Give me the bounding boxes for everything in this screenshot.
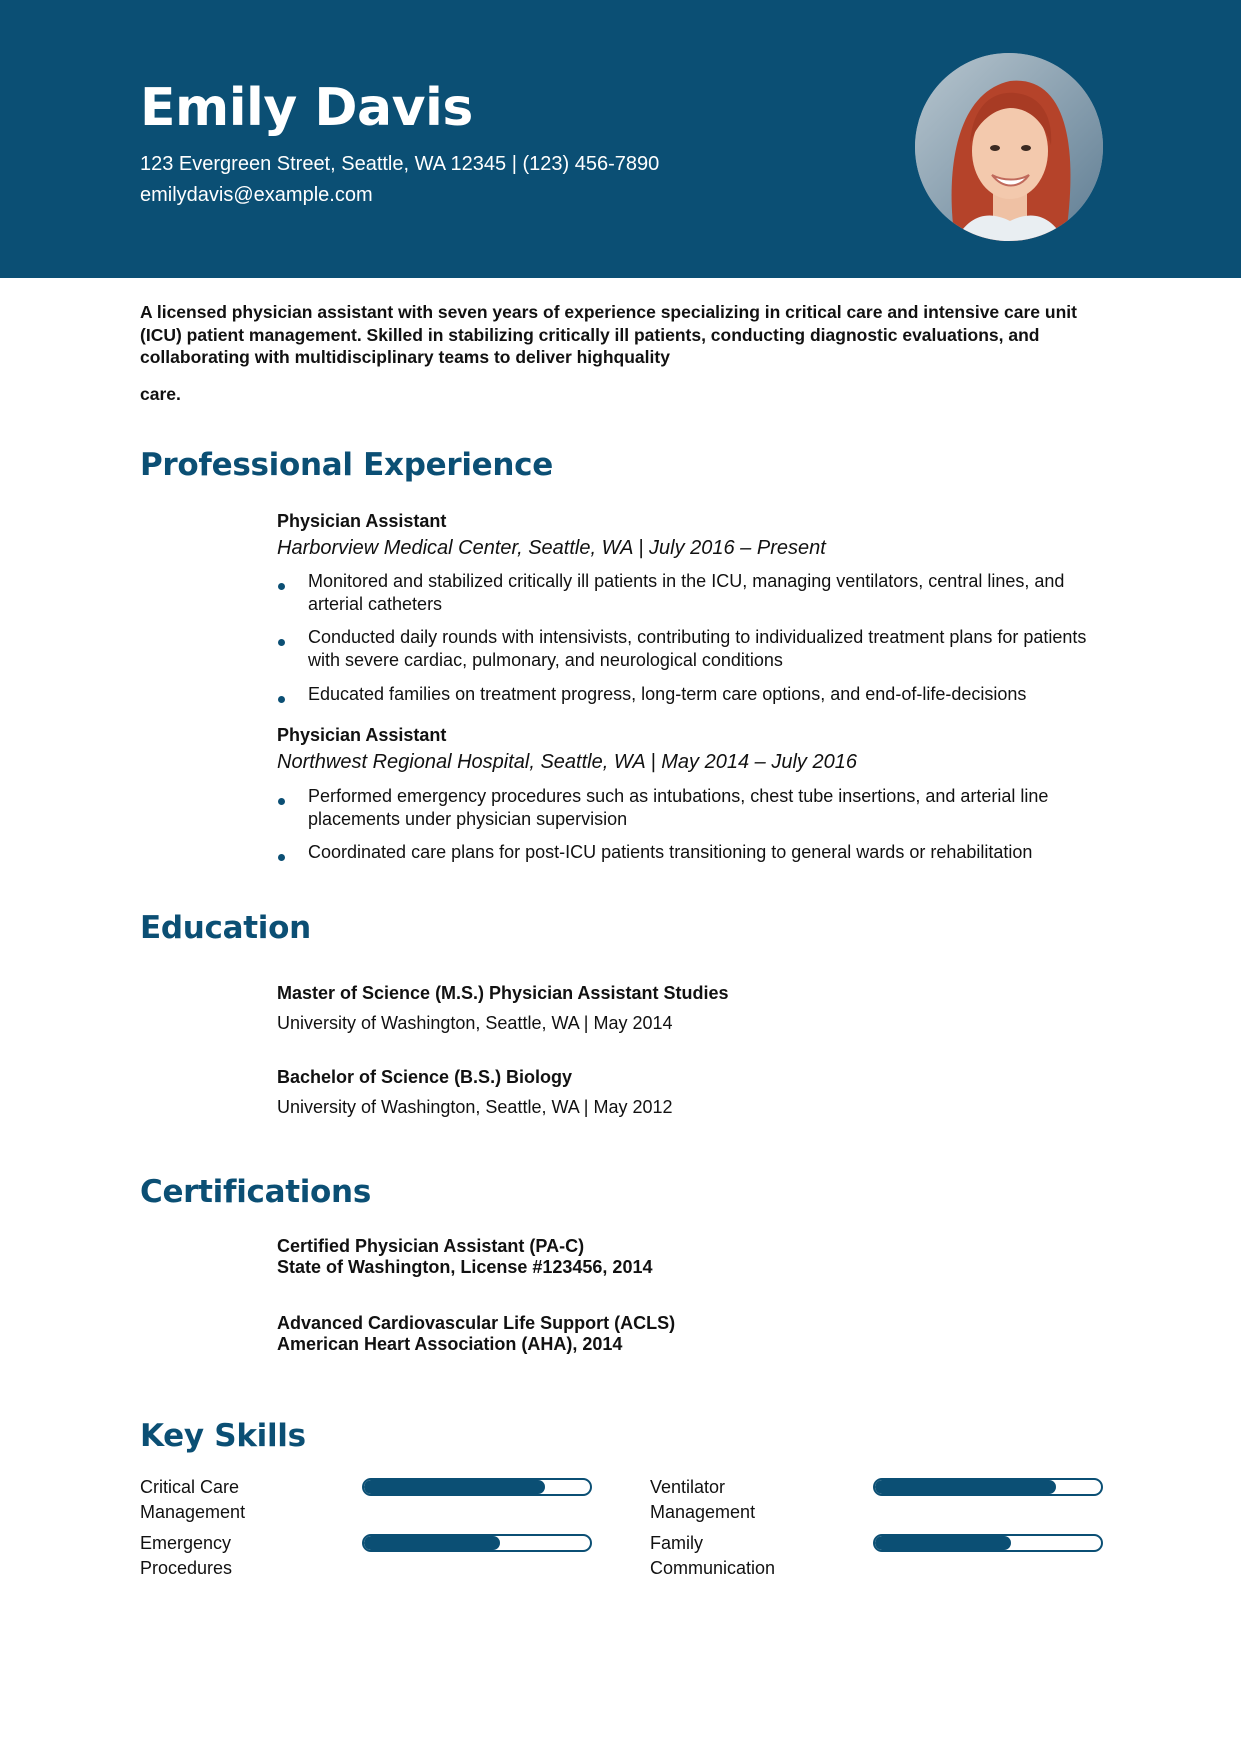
certification-item (277, 1313, 675, 1355)
skill-bar-fill (364, 1536, 500, 1550)
bullet-dot-icon (278, 798, 285, 805)
certification-name: Certified Physician Assistant (PA-C) (277, 1236, 585, 1256)
skill-label-line: Management (140, 1502, 246, 1522)
certification-item (277, 1236, 652, 1278)
job-bullet (277, 683, 1097, 706)
contact-address-phone: 123 Evergreen Street, Seattle, WA 12345 | (123) 456-7890 (140, 153, 660, 175)
bullet-dot-icon (278, 583, 285, 590)
skill-bar (362, 1534, 592, 1552)
candidate-name: Emily Davis (140, 78, 473, 138)
job-title: Physician Assistant (277, 725, 447, 745)
job-title: Physician Assistant (277, 511, 447, 531)
job-bullet (277, 785, 1097, 831)
skill-bar (873, 1534, 1103, 1552)
skill-label-line: Communication (650, 1558, 776, 1578)
skill-label (140, 1475, 340, 1525)
bullet-dot-icon (278, 854, 285, 861)
skill-bar-fill (364, 1480, 545, 1494)
contact-email: emilydavis@example.com (140, 184, 373, 206)
skill-label-line: Family (650, 1533, 703, 1553)
skill-label (140, 1531, 340, 1581)
job-bullet-text: Coordinated care plans for post-ICU patients transitioning to general wards or rehabilitation (308, 842, 1033, 862)
job-bullet-text: Conducted daily rounds with intensivists, contributing to individualized treatment plans for patients with severe cardiac, pulmonary, and neurological conditions (308, 627, 1087, 670)
job-bullet (277, 841, 1097, 864)
summary-text: A licensed physician assistant with seven years of experience specializing in critical care and intensive care unit (ICU) patient management. Skilled in stabilizing critically ill patients, conducting diagnostic evaluations, and collaborating with multidisciplinary teams to deliver highquality (140, 302, 1077, 367)
education-school: University of Washington, Seattle, WA | May 2014 (277, 1013, 673, 1033)
skill-label-line: Procedures (140, 1558, 233, 1578)
certifications-heading: Certifications (140, 1174, 371, 1210)
education-heading: Education (140, 910, 311, 946)
certification-detail: State of Washington, License #123456, 2014 (277, 1257, 653, 1277)
skill-label-line: Critical Care (140, 1477, 240, 1497)
certification-detail: American Heart Association (AHA), 2014 (277, 1334, 623, 1354)
education-degree: Master of Science (M.S.) Physician Assistant Studies (277, 983, 729, 1003)
job-bullet-text: Monitored and stabilized critically ill patients in the ICU, managing ventilators, central lines, and arterial catheters (308, 571, 1065, 614)
experience-heading: Professional Experience (140, 447, 553, 483)
job-meta: Northwest Regional Hospital, Seattle, WA | May 2014 – July 2016 (277, 751, 857, 773)
skill-label-line: Ventilator (650, 1477, 726, 1497)
job-bullet (277, 626, 1097, 672)
certification-name: Advanced Cardiovascular Life Support (ACLS) (277, 1313, 676, 1333)
education-school: University of Washington, Seattle, WA | May 2012 (277, 1097, 673, 1117)
skills-heading: Key Skills (140, 1418, 306, 1454)
skill-bar-fill (875, 1536, 1011, 1550)
skill-label (650, 1531, 850, 1581)
job-meta: Harborview Medical Center, Seattle, WA | July 2016 – Present (277, 537, 826, 559)
profile-photo (915, 53, 1103, 241)
summary-tail: care. (140, 384, 181, 404)
skill-bar (362, 1478, 592, 1496)
job-bullet-text: Performed emergency procedures such as intubations, chest tube insertions, and arterial line placements under physician supervision (308, 786, 1049, 829)
skill-bar-fill (875, 1480, 1056, 1494)
header-banner (0, 0, 1241, 278)
skill-label-line: Management (650, 1502, 756, 1522)
skill-bar (873, 1478, 1103, 1496)
skill-label (650, 1475, 850, 1525)
skill-label-line: Emergency (140, 1533, 232, 1553)
job-bullet-text: Educated families on treatment progress, long-term care options, and end-of-life-decisions (308, 684, 1027, 704)
bullet-dot-icon (278, 639, 285, 646)
bullet-dot-icon (278, 696, 285, 703)
education-degree: Bachelor of Science (B.S.) Biology (277, 1067, 573, 1087)
job-bullet (277, 570, 1097, 616)
